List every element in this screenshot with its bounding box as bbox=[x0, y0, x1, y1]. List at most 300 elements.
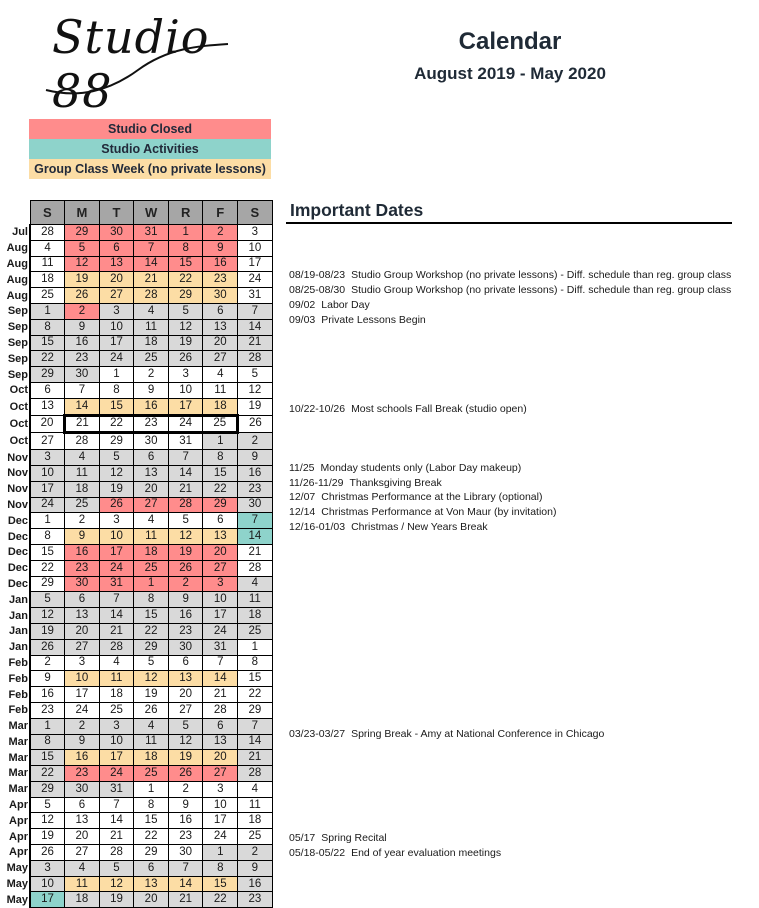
day-cell: 1 bbox=[99, 367, 134, 383]
day-cell: 7 bbox=[65, 382, 100, 398]
day-cell: 14 bbox=[99, 813, 134, 829]
day-cell: 9 bbox=[65, 319, 100, 335]
calendar-week-row bbox=[0, 797, 272, 813]
calendar-week-row bbox=[0, 256, 272, 272]
day-cell: 3 bbox=[30, 450, 65, 466]
calendar-week-row bbox=[0, 623, 272, 639]
month-label: Mar bbox=[0, 734, 30, 750]
day-cell: 18 bbox=[134, 544, 169, 560]
day-cell: 27 bbox=[30, 433, 65, 450]
month-label: Apr bbox=[0, 845, 30, 861]
day-header-row bbox=[0, 201, 272, 225]
day-cell: 15 bbox=[203, 876, 238, 892]
day-cell: 31 bbox=[203, 639, 238, 655]
day-cell: 25 bbox=[238, 623, 273, 639]
date-range-subtitle: August 2019 - May 2020 bbox=[414, 64, 606, 83]
day-cell: 9 bbox=[238, 860, 273, 876]
day-header: M bbox=[65, 201, 100, 225]
month-label: Dec bbox=[0, 576, 30, 592]
month-label: Feb bbox=[0, 655, 30, 671]
corner-cell bbox=[0, 201, 30, 225]
important-date-item bbox=[289, 520, 488, 535]
event-date: 08/19-08/23 bbox=[289, 269, 346, 282]
day-cell: 11 bbox=[65, 465, 100, 481]
day-cell: 22 bbox=[30, 766, 65, 782]
important-date-item bbox=[289, 476, 442, 491]
day-cell: 4 bbox=[65, 450, 100, 466]
day-cell: 28 bbox=[30, 225, 65, 241]
day-cell: 10 bbox=[30, 876, 65, 892]
day-cell: 23 bbox=[65, 560, 100, 576]
day-cell: 25 bbox=[134, 560, 169, 576]
month-label: Sep bbox=[0, 367, 30, 383]
event-description: Labor Day bbox=[321, 299, 370, 311]
day-cell: 2 bbox=[65, 303, 100, 319]
day-cell: 19 bbox=[238, 398, 273, 415]
day-cell: 4 bbox=[134, 303, 169, 319]
day-cell: 11 bbox=[134, 529, 169, 545]
calendar-week-row bbox=[0, 781, 272, 797]
day-cell: 10 bbox=[168, 382, 203, 398]
day-cell: 11 bbox=[203, 382, 238, 398]
month-label: Jan bbox=[0, 639, 30, 655]
day-cell: 2 bbox=[168, 576, 203, 592]
day-cell: 22 bbox=[203, 892, 238, 908]
day-cell: 26 bbox=[134, 702, 169, 718]
day-cell: 9 bbox=[168, 592, 203, 608]
event-description: Christmas Performance at Von Maur (by invitation) bbox=[321, 506, 557, 519]
day-cell: 19 bbox=[99, 892, 134, 908]
event-description: Spring Break - Amy at National Conference in Chicago bbox=[351, 728, 605, 741]
day-cell: 29 bbox=[238, 702, 273, 718]
calendar-week-row bbox=[0, 702, 272, 718]
important-dates-title: Important Dates bbox=[290, 200, 424, 220]
month-label: Sep bbox=[0, 335, 30, 351]
day-cell: 13 bbox=[65, 608, 100, 624]
day-cell: 17 bbox=[203, 608, 238, 624]
day-cell: 5 bbox=[134, 655, 169, 671]
day-cell: 21 bbox=[65, 415, 100, 433]
day-cell: 14 bbox=[134, 256, 169, 272]
day-cell: 20 bbox=[65, 829, 100, 845]
event-date: 11/25 bbox=[289, 461, 315, 474]
day-cell: 5 bbox=[99, 450, 134, 466]
day-cell: 12 bbox=[30, 813, 65, 829]
day-cell: 18 bbox=[203, 398, 238, 415]
day-cell: 24 bbox=[65, 702, 100, 718]
day-cell: 18 bbox=[134, 335, 169, 351]
day-cell: 19 bbox=[65, 272, 100, 288]
day-cell: 20 bbox=[203, 544, 238, 560]
day-cell: 26 bbox=[99, 497, 134, 513]
month-label: Nov bbox=[0, 465, 30, 481]
day-cell: 21 bbox=[238, 544, 273, 560]
day-cell: 16 bbox=[134, 398, 169, 415]
studio-88-logo bbox=[38, 6, 278, 118]
day-cell: 19 bbox=[168, 544, 203, 560]
month-label: Apr bbox=[0, 829, 30, 845]
day-cell: 7 bbox=[168, 450, 203, 466]
day-cell: 28 bbox=[238, 560, 273, 576]
month-label: Aug bbox=[0, 256, 30, 272]
month-label: May bbox=[0, 892, 30, 908]
day-cell: 25 bbox=[134, 766, 169, 782]
month-label: Dec bbox=[0, 529, 30, 545]
day-cell: 27 bbox=[203, 560, 238, 576]
calendar-week-row bbox=[0, 813, 272, 829]
calendar-week-row bbox=[0, 718, 272, 734]
day-cell: 28 bbox=[99, 639, 134, 655]
important-date-item bbox=[289, 505, 556, 520]
day-cell: 11 bbox=[65, 876, 100, 892]
month-label: Aug bbox=[0, 240, 30, 256]
day-cell: 29 bbox=[30, 576, 65, 592]
day-cell: 30 bbox=[134, 433, 169, 450]
day-cell: 2 bbox=[238, 845, 273, 861]
day-cell: 24 bbox=[99, 351, 134, 367]
day-cell: 4 bbox=[238, 576, 273, 592]
event-date: 05/18-05/22 bbox=[289, 846, 346, 859]
page-title: Calendar bbox=[458, 28, 562, 55]
day-cell: 19 bbox=[30, 829, 65, 845]
day-cell: 20 bbox=[134, 481, 169, 497]
day-cell: 2 bbox=[134, 367, 169, 383]
month-label: Nov bbox=[0, 481, 30, 497]
day-cell: 21 bbox=[168, 892, 203, 908]
day-cell: 13 bbox=[168, 671, 203, 687]
day-cell: 4 bbox=[65, 860, 100, 876]
calendar-week-row bbox=[0, 576, 272, 592]
day-cell: 18 bbox=[99, 687, 134, 703]
day-cell: 23 bbox=[30, 702, 65, 718]
month-label: Oct bbox=[0, 415, 30, 433]
day-cell: 18 bbox=[238, 608, 273, 624]
day-header: T bbox=[99, 201, 134, 225]
important-date-item bbox=[289, 831, 387, 846]
day-cell: 24 bbox=[203, 829, 238, 845]
important-date-item bbox=[289, 727, 604, 742]
day-cell: 8 bbox=[30, 319, 65, 335]
event-description: Studio Group Workshop (no private lessons) - Diff. schedule than reg. group class bbox=[351, 284, 732, 297]
day-cell: 1 bbox=[30, 303, 65, 319]
month-label: Dec bbox=[0, 544, 30, 560]
day-cell: 7 bbox=[238, 513, 273, 529]
day-cell: 5 bbox=[30, 797, 65, 813]
day-cell: 22 bbox=[238, 687, 273, 703]
day-cell: 31 bbox=[168, 433, 203, 450]
calendar-week-row bbox=[0, 513, 272, 529]
day-cell: 23 bbox=[168, 829, 203, 845]
day-cell: 2 bbox=[168, 781, 203, 797]
day-cell: 29 bbox=[134, 845, 169, 861]
logo-text: Studio 88 bbox=[52, 10, 210, 118]
day-cell: 2 bbox=[30, 655, 65, 671]
day-cell: 10 bbox=[99, 319, 134, 335]
day-cell: 31 bbox=[238, 288, 273, 304]
day-cell: 7 bbox=[238, 303, 273, 319]
day-cell: 28 bbox=[238, 766, 273, 782]
day-cell: 12 bbox=[168, 319, 203, 335]
day-cell: 5 bbox=[65, 240, 100, 256]
month-label: May bbox=[0, 876, 30, 892]
day-cell: 10 bbox=[99, 529, 134, 545]
day-cell: 21 bbox=[203, 687, 238, 703]
day-cell: 20 bbox=[65, 623, 100, 639]
day-cell: 15 bbox=[168, 256, 203, 272]
day-cell: 7 bbox=[134, 240, 169, 256]
day-cell: 19 bbox=[168, 335, 203, 351]
day-cell: 28 bbox=[168, 497, 203, 513]
day-header: F bbox=[203, 201, 238, 225]
day-cell: 12 bbox=[238, 382, 273, 398]
day-cell: 14 bbox=[168, 876, 203, 892]
event-description: Thanksgiving Break bbox=[349, 476, 442, 489]
day-cell: 17 bbox=[99, 750, 134, 766]
calendar-body bbox=[0, 225, 272, 908]
day-cell: 9 bbox=[134, 382, 169, 398]
day-cell: 17 bbox=[238, 256, 273, 272]
day-cell: 17 bbox=[65, 687, 100, 703]
event-date: 11/26-11/29 bbox=[289, 476, 344, 489]
day-cell: 21 bbox=[99, 829, 134, 845]
day-cell: 21 bbox=[238, 335, 273, 351]
calendar-week-row bbox=[0, 892, 272, 908]
day-cell: 18 bbox=[238, 813, 273, 829]
event-date: 10/22-10/26 bbox=[289, 402, 346, 415]
month-label: Apr bbox=[0, 797, 30, 813]
day-cell: 6 bbox=[134, 450, 169, 466]
important-date-item bbox=[289, 298, 370, 313]
day-cell: 16 bbox=[238, 465, 273, 481]
day-cell: 30 bbox=[65, 367, 100, 383]
day-cell: 7 bbox=[99, 797, 134, 813]
important-dates-divider bbox=[286, 222, 732, 224]
event-date: 09/02 bbox=[289, 299, 316, 311]
day-cell: 4 bbox=[238, 781, 273, 797]
day-cell: 8 bbox=[203, 450, 238, 466]
day-cell: 28 bbox=[99, 845, 134, 861]
calendar-week-row bbox=[0, 544, 272, 560]
day-header: R bbox=[168, 201, 203, 225]
day-cell: 8 bbox=[134, 592, 169, 608]
calendar-week-row bbox=[0, 303, 272, 319]
day-cell: 13 bbox=[65, 813, 100, 829]
calendar-week-row bbox=[0, 529, 272, 545]
day-cell: 6 bbox=[134, 860, 169, 876]
important-date-item bbox=[289, 461, 521, 476]
day-cell: 8 bbox=[168, 240, 203, 256]
day-cell: 25 bbox=[99, 702, 134, 718]
month-label: Mar bbox=[0, 718, 30, 734]
day-cell: 1 bbox=[203, 845, 238, 861]
day-cell: 31 bbox=[99, 576, 134, 592]
event-date: 12/16-01/03 bbox=[289, 521, 346, 533]
calendar-week-row bbox=[0, 382, 272, 398]
day-cell: 6 bbox=[65, 592, 100, 608]
legend-studio-activities: Studio Activities bbox=[29, 139, 271, 159]
day-header: W bbox=[134, 201, 169, 225]
month-label: Mar bbox=[0, 750, 30, 766]
day-cell: 10 bbox=[238, 240, 273, 256]
day-cell: 30 bbox=[65, 576, 100, 592]
important-date-item bbox=[289, 283, 731, 298]
day-cell: 24 bbox=[238, 272, 273, 288]
day-cell: 15 bbox=[30, 335, 65, 351]
legend-studio-closed: Studio Closed bbox=[29, 119, 271, 139]
calendar-week-row bbox=[0, 639, 272, 655]
day-cell: 7 bbox=[238, 718, 273, 734]
day-cell: 29 bbox=[30, 781, 65, 797]
day-cell: 6 bbox=[203, 718, 238, 734]
day-cell: 9 bbox=[65, 734, 100, 750]
day-cell: 16 bbox=[30, 687, 65, 703]
day-cell: 17 bbox=[30, 892, 65, 908]
day-cell: 1 bbox=[203, 433, 238, 450]
day-cell: 30 bbox=[65, 781, 100, 797]
month-label: Nov bbox=[0, 450, 30, 466]
day-cell: 11 bbox=[30, 256, 65, 272]
month-label: Nov bbox=[0, 497, 30, 513]
month-label: Oct bbox=[0, 382, 30, 398]
day-cell: 23 bbox=[65, 351, 100, 367]
day-cell: 16 bbox=[238, 876, 273, 892]
day-cell: 27 bbox=[65, 639, 100, 655]
day-cell: 22 bbox=[203, 481, 238, 497]
day-cell: 25 bbox=[65, 497, 100, 513]
event-description: Spring Recital bbox=[321, 831, 387, 844]
day-cell: 8 bbox=[30, 529, 65, 545]
day-cell: 21 bbox=[99, 623, 134, 639]
calendar-week-row bbox=[0, 272, 272, 288]
day-cell: 21 bbox=[238, 750, 273, 766]
day-cell: 25 bbox=[203, 415, 238, 433]
day-cell: 14 bbox=[99, 608, 134, 624]
calendar-week-row bbox=[0, 734, 272, 750]
day-cell: 20 bbox=[168, 687, 203, 703]
day-cell: 7 bbox=[168, 860, 203, 876]
day-cell: 31 bbox=[99, 781, 134, 797]
important-date-item bbox=[289, 490, 542, 505]
day-cell: 12 bbox=[99, 876, 134, 892]
day-cell: 10 bbox=[65, 671, 100, 687]
calendar-week-row bbox=[0, 450, 272, 466]
calendar-week-row bbox=[0, 592, 272, 608]
day-cell: 14 bbox=[203, 671, 238, 687]
day-cell: 16 bbox=[65, 750, 100, 766]
day-cell: 6 bbox=[203, 303, 238, 319]
legend bbox=[29, 119, 271, 179]
legend-group-class-week: Group Class Week (no private lessons) bbox=[29, 159, 271, 179]
day-cell: 7 bbox=[99, 592, 134, 608]
day-cell: 9 bbox=[238, 450, 273, 466]
day-cell: 9 bbox=[65, 529, 100, 545]
day-cell: 8 bbox=[203, 860, 238, 876]
calendar-week-row bbox=[0, 829, 272, 845]
calendar-week-row bbox=[0, 845, 272, 861]
day-cell: 13 bbox=[203, 319, 238, 335]
day-cell: 1 bbox=[134, 781, 169, 797]
day-cell: 2 bbox=[65, 513, 100, 529]
day-cell: 11 bbox=[134, 319, 169, 335]
day-cell: 16 bbox=[65, 335, 100, 351]
day-cell: 19 bbox=[134, 687, 169, 703]
day-cell: 16 bbox=[168, 608, 203, 624]
day-cell: 3 bbox=[168, 367, 203, 383]
day-cell: 11 bbox=[238, 797, 273, 813]
day-cell: 21 bbox=[134, 272, 169, 288]
day-cell: 15 bbox=[99, 398, 134, 415]
day-cell: 15 bbox=[134, 813, 169, 829]
month-label: Feb bbox=[0, 671, 30, 687]
day-cell: 17 bbox=[30, 481, 65, 497]
day-cell: 25 bbox=[134, 351, 169, 367]
calendar-week-row bbox=[0, 876, 272, 892]
day-cell: 3 bbox=[203, 781, 238, 797]
day-cell: 8 bbox=[134, 797, 169, 813]
month-label: Jul bbox=[0, 225, 30, 241]
calendar-week-row bbox=[0, 687, 272, 703]
day-cell: 2 bbox=[238, 433, 273, 450]
day-cell: 5 bbox=[168, 718, 203, 734]
day-cell: 1 bbox=[134, 576, 169, 592]
day-cell: 29 bbox=[65, 225, 100, 241]
month-label: Aug bbox=[0, 272, 30, 288]
calendar-week-row bbox=[0, 497, 272, 513]
day-cell: 23 bbox=[238, 481, 273, 497]
day-header: S bbox=[238, 201, 273, 225]
day-cell: 14 bbox=[238, 734, 273, 750]
event-description: End of year evaluation meetings bbox=[351, 846, 502, 859]
day-cell: 27 bbox=[203, 766, 238, 782]
day-cell: 6 bbox=[168, 655, 203, 671]
day-cell: 9 bbox=[203, 240, 238, 256]
day-cell: 26 bbox=[30, 639, 65, 655]
day-cell: 28 bbox=[134, 288, 169, 304]
day-cell: 28 bbox=[65, 433, 100, 450]
day-cell: 22 bbox=[99, 415, 134, 433]
day-cell: 4 bbox=[134, 513, 169, 529]
day-cell: 11 bbox=[99, 671, 134, 687]
day-cell: 12 bbox=[168, 529, 203, 545]
day-cell: 3 bbox=[99, 303, 134, 319]
day-cell: 6 bbox=[30, 382, 65, 398]
day-cell: 22 bbox=[134, 829, 169, 845]
day-cell: 1 bbox=[30, 513, 65, 529]
event-description: Monday students only (Labor Day makeup) bbox=[320, 461, 522, 474]
day-cell: 3 bbox=[238, 225, 273, 241]
day-cell: 6 bbox=[203, 513, 238, 529]
month-label: Feb bbox=[0, 702, 30, 718]
day-cell: 29 bbox=[99, 433, 134, 450]
day-cell: 14 bbox=[238, 319, 273, 335]
day-cell: 30 bbox=[168, 639, 203, 655]
day-cell: 23 bbox=[65, 766, 100, 782]
day-cell: 29 bbox=[203, 497, 238, 513]
day-cell: 17 bbox=[99, 544, 134, 560]
day-cell: 6 bbox=[99, 240, 134, 256]
day-cell: 26 bbox=[168, 560, 203, 576]
day-cell: 5 bbox=[168, 513, 203, 529]
day-cell: 16 bbox=[203, 256, 238, 272]
day-cell: 19 bbox=[168, 750, 203, 766]
month-label: Sep bbox=[0, 303, 30, 319]
day-cell: 19 bbox=[99, 481, 134, 497]
day-cell: 11 bbox=[134, 734, 169, 750]
day-cell: 27 bbox=[99, 288, 134, 304]
day-cell: 15 bbox=[238, 671, 273, 687]
month-label: Dec bbox=[0, 513, 30, 529]
important-date-item bbox=[289, 846, 501, 861]
